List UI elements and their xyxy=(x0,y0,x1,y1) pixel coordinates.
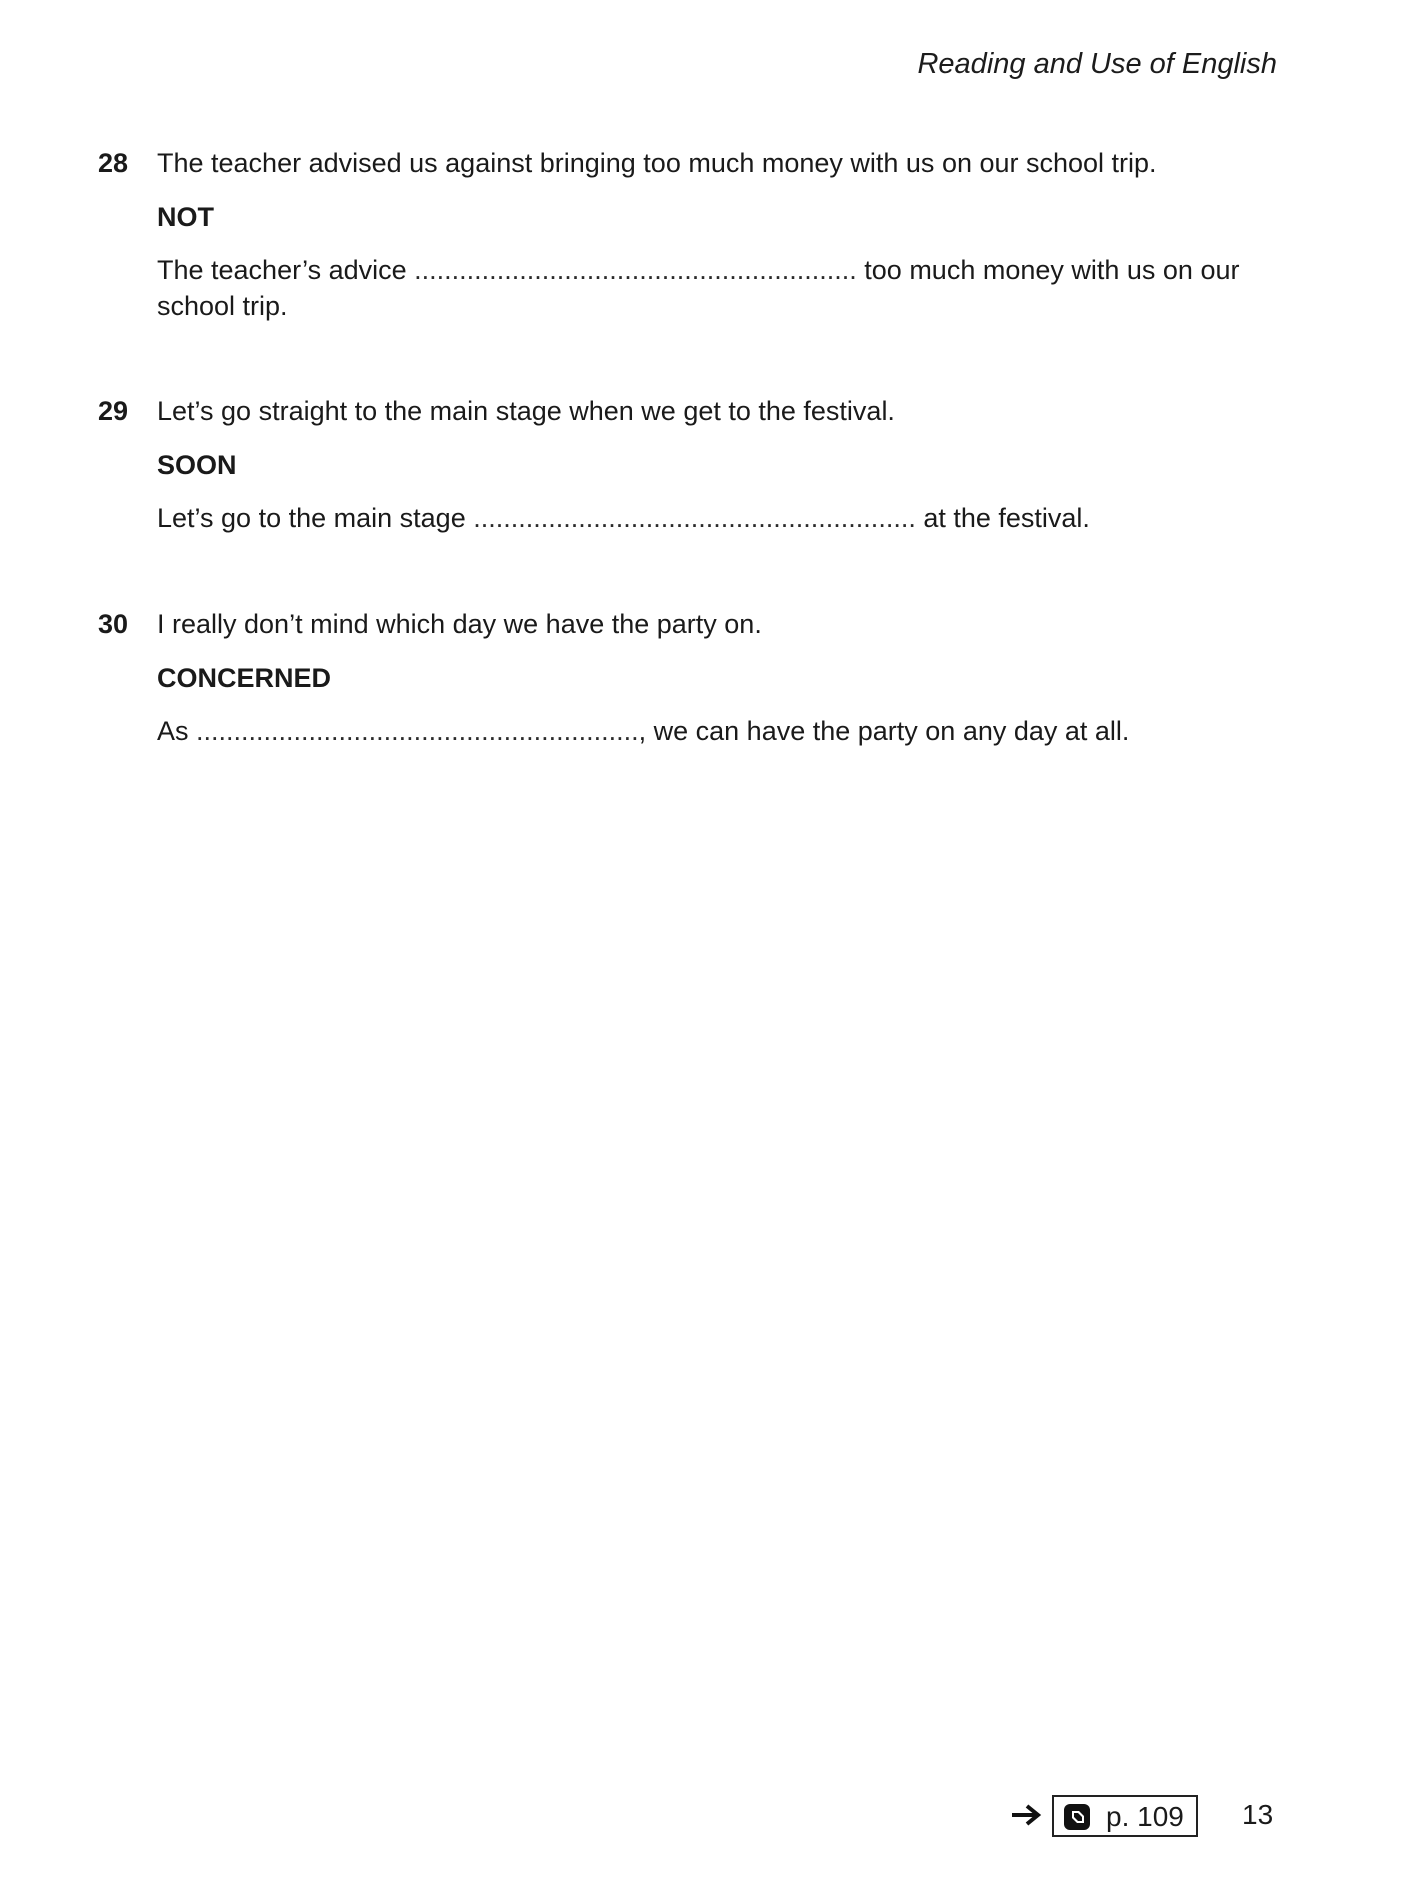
tip-icon xyxy=(1064,1804,1090,1830)
question-prompt: I really don’t mind which day we have the party on. xyxy=(157,609,762,639)
question-keyword: NOT xyxy=(157,202,214,232)
page-reference-text: p. 109 xyxy=(1106,1801,1184,1832)
question-30 xyxy=(98,609,1278,759)
answer-before: As xyxy=(157,716,189,746)
answer-sentence xyxy=(157,713,1282,749)
question-number: 29 xyxy=(98,396,129,426)
answer-after: at the festival. xyxy=(923,503,1090,533)
question-number: 28 xyxy=(98,148,129,178)
question-prompt: The teacher advised us against bringing too much money with us on our school trip. xyxy=(157,148,1157,178)
answer-sentence xyxy=(157,500,1282,536)
answer-gap[interactable]: ........................................................... xyxy=(473,503,916,533)
answer-after: , we can have the party on any day at all. xyxy=(638,716,1130,746)
question-29 xyxy=(98,396,1278,546)
question-keyword: CONCERNED xyxy=(157,663,332,693)
answer-sentence xyxy=(157,252,1282,324)
answer-gap[interactable]: ........................................................... xyxy=(196,716,639,746)
page-number: 13 xyxy=(1242,1799,1274,1830)
page-footer xyxy=(1010,1795,1290,1839)
answer-before: The teacher’s advice xyxy=(157,255,407,285)
answer-gap[interactable]: ........................................................... xyxy=(414,255,857,285)
question-number: 30 xyxy=(98,609,129,639)
question-prompt: Let’s go straight to the main stage when we get to the festival. xyxy=(157,396,895,426)
right-arrow-icon xyxy=(1010,1803,1042,1827)
answer-after: too much money with us on our school trip. xyxy=(157,255,1240,321)
question-28 xyxy=(98,148,1278,338)
page-reference-link[interactable] xyxy=(1052,1795,1198,1837)
running-head-title: Reading and Use of English xyxy=(917,48,1277,80)
answer-before: Let’s go to the main stage xyxy=(157,503,466,533)
question-keyword: SOON xyxy=(157,450,237,480)
